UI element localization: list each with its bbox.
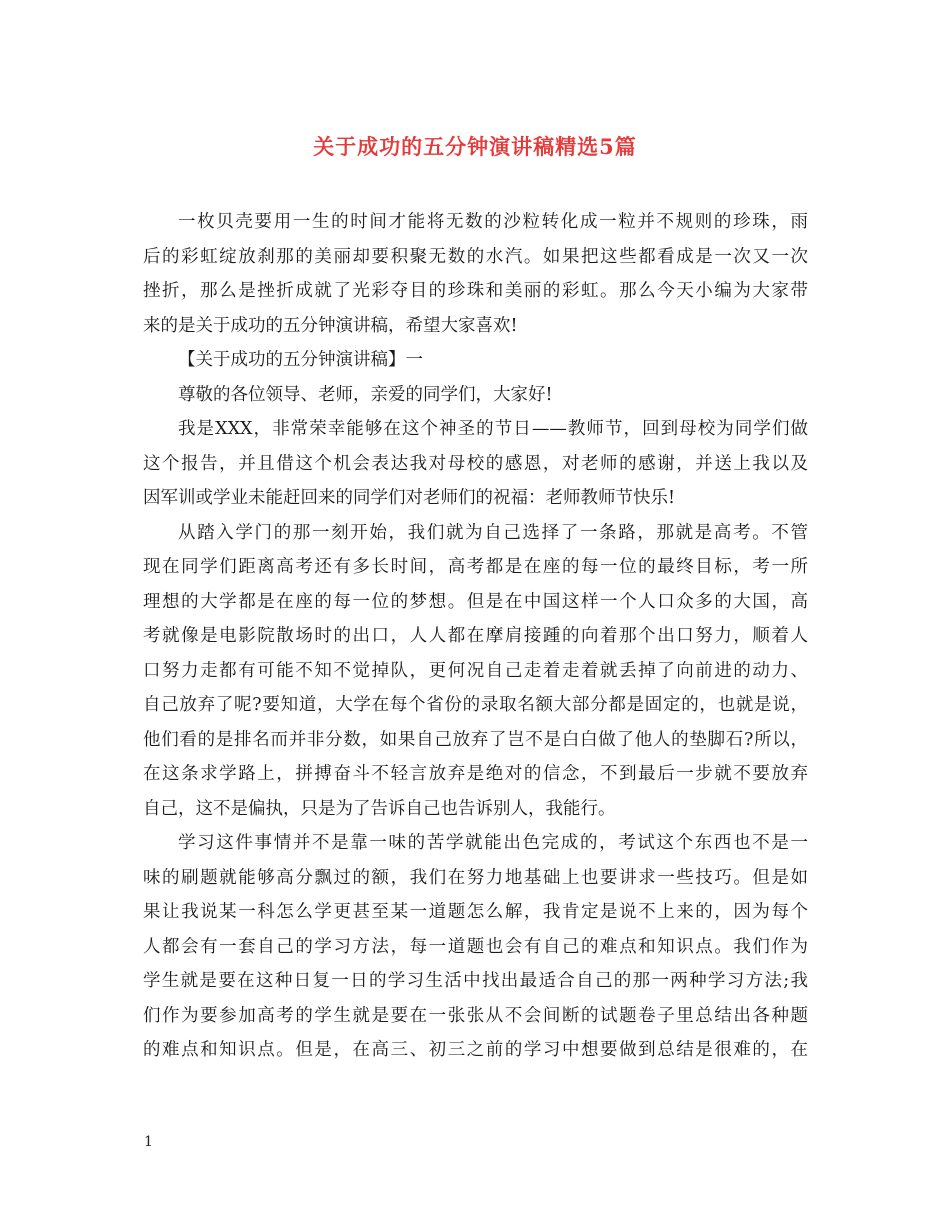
text-line: 学生就是要在这种日复一日的学习生活中找出最适合自己的那一两种学习方法;我 [143, 971, 808, 991]
document-body [143, 205, 808, 1068]
text-line: 们作为要参加高考的学生就是要在一张张从不会间断的试题卷子里总结出各种题 [143, 1005, 808, 1026]
text-line: 的难点和知识点。但是，在高三、初三之前的学习中想要做到总结是很难的，在 [143, 1040, 808, 1060]
text-line: 因军训或学业未能赶回来的同学们对老师们的祝福：老师教师节快乐! [143, 488, 676, 508]
text-line: 从踏入学门的那一刻开始，我们就为自己选择了一条路，那就是高考。不管 [178, 522, 808, 543]
page-number: 1 [144, 1134, 153, 1150]
text-line: 味的刷题就能够高分飘过的额，我们在努力地基础上也要讲求一些技巧。但是如 [143, 867, 808, 888]
text-line: 这个报告，并且借这个机会表达我对母校的感恩，对老师的感谢，并送上我以及 [143, 453, 808, 474]
text-line: 人都会有一套自己的学习方法，每一道题也会有自己的难点和知识点。我们作为 [143, 936, 808, 957]
text-line: 考就像是电影院散场时的出口，人人都在摩肩接踵的向着那个出口努力，顺着人 [143, 626, 808, 646]
text-line: 尊敬的各位领导、老师，亲爱的同学们，大家好! [178, 384, 553, 405]
text-line: 在这条求学路上，拼搏奋斗不轻言放弃是绝对的信念，不到最后一步就不要放弃 [143, 764, 808, 784]
text-line: 一枚贝壳要用一生的时间才能将无数的沙粒转化成一粒并不规则的珍珠，雨 [178, 212, 808, 232]
text-line: 来的是关于成功的五分钟演讲稿，希望大家喜欢! [143, 315, 518, 336]
text-line: 果让我说某一科怎么学更甚至某一道题怎么解，我肯定是说不上来的，因为每个 [143, 902, 808, 922]
text-line: 挫折，那么是挫折成就了光彩夺目的珍珠和美丽的彩虹。那么今天小编为大家带 [143, 281, 808, 301]
text-line: 自己，这不是偏执，只是为了告诉自己也告诉别人，我能行。 [143, 798, 616, 819]
text-line: 现在同学们距离高考还有多长时间，高考都是在座的每一位的最终目标，考一所 [143, 557, 808, 577]
text-line: 【关于成功的五分钟演讲稿】一 [178, 350, 423, 370]
text-line: 学习这件事情并不是靠一味的苦学就能出色完成的，考试这个东西也不是一 [178, 833, 808, 853]
text-line: 后的彩虹绽放刹那的美丽却要积聚无数的水汽。如果把这些都看成是一次又一次 [143, 246, 808, 267]
text-line: 他们看的是排名而并非分数，如果自己放弃了岂不是白白做了他人的垫脚石?所以， [143, 729, 808, 750]
text-line: 自己放弃了呢?要知道，大学在每个省份的录取名额大部分都是固定的，也就是说， [143, 695, 808, 715]
document-title: 关于成功的五分钟演讲稿精选5篇 [313, 134, 637, 159]
text-line: 理想的大学都是在座的每一位的梦想。但是在中国这样一个人口众多的大国，高 [143, 591, 808, 612]
text-line: 我是XXX，非常荣幸能够在这个神圣的节日——教师节，回到母校为同学们做 [178, 419, 808, 439]
text-line: 口努力走都有可能不知不觉掉队，更何况自己走着走着就丢掉了向前进的动力、 [143, 660, 808, 681]
